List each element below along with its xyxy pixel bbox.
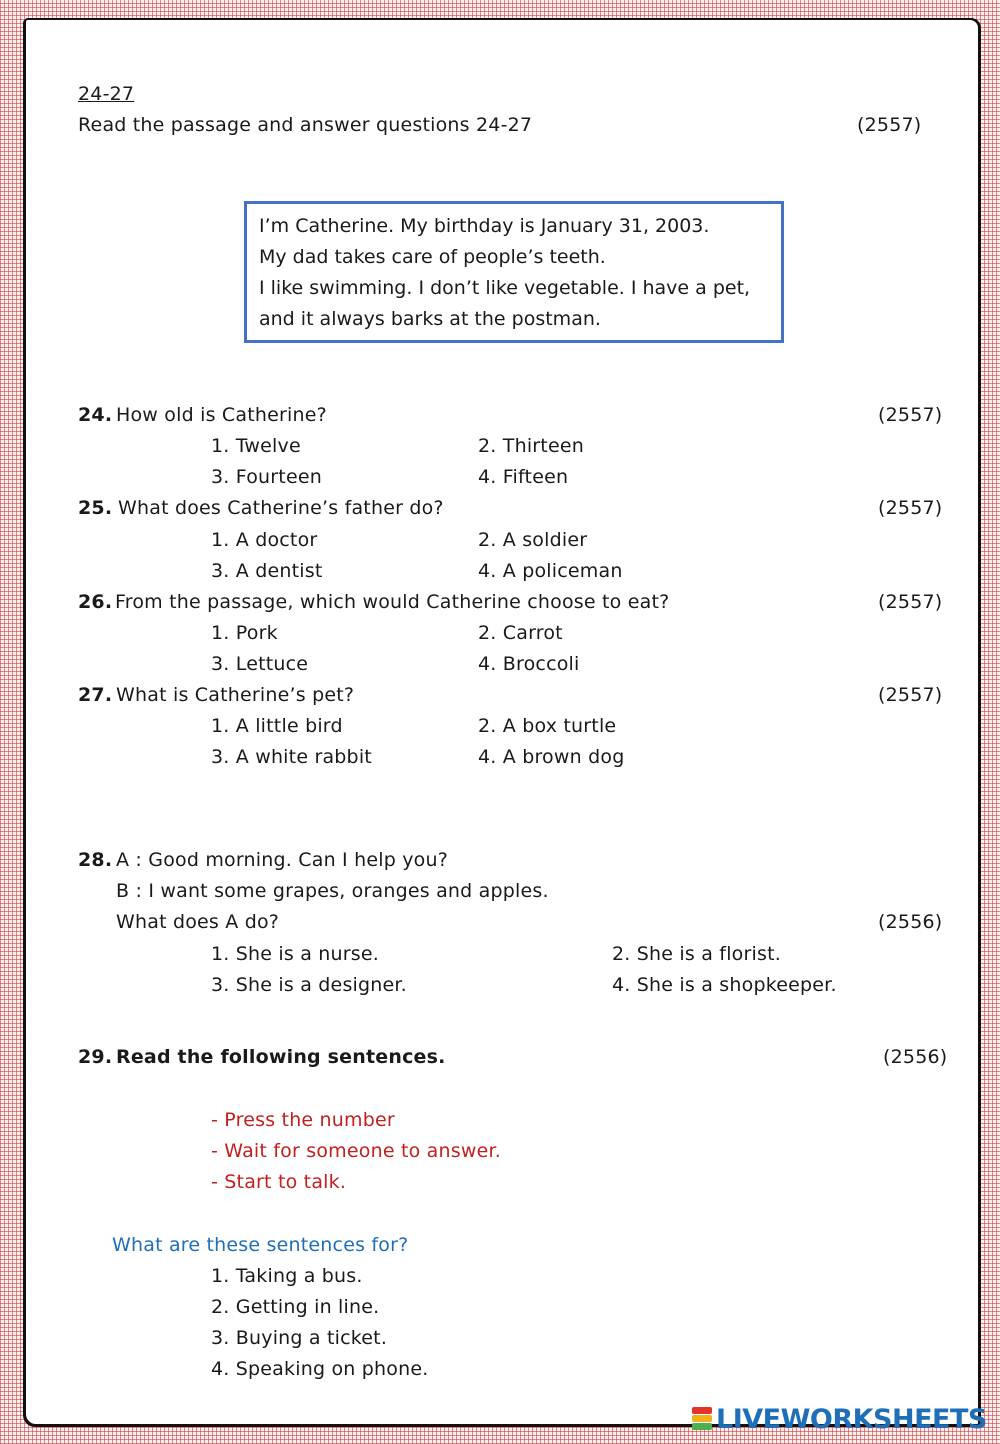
question-year: (2557) — [878, 591, 943, 613]
question-text: What does Catherine’s father do? — [118, 497, 444, 519]
answer-option-3[interactable]: 3. Fourteen — [211, 466, 322, 488]
question-text: What is Catherine’s pet? — [116, 684, 355, 706]
passage-line: and it always barks at the postman. — [259, 308, 601, 330]
instruction-sentence: - Start to talk. — [211, 1171, 347, 1193]
answer-option-2[interactable]: 2. Thirteen — [478, 435, 584, 457]
passage-line: My dad takes care of people’s teeth. — [259, 246, 606, 268]
answer-option-3[interactable]: 3. She is a designer. — [211, 974, 407, 996]
question-year: (2557) — [878, 684, 943, 706]
answer-option-3[interactable]: 3. Lettuce — [211, 653, 309, 675]
question-number: 29. — [78, 1046, 113, 1068]
answer-option-3[interactable]: 3. A dentist — [211, 560, 323, 582]
answer-option-1[interactable]: 1. Twelve — [211, 435, 301, 457]
dialogue-line-b: B : I want some grapes, oranges and apples. — [116, 880, 549, 902]
answer-option-1[interactable]: 1. A doctor — [211, 529, 318, 551]
answer-option-2[interactable]: 2. Carrot — [478, 622, 563, 644]
answer-option-4[interactable]: 4. She is a shopkeeper. — [612, 974, 837, 996]
question-year: (2557) — [878, 497, 943, 519]
liveworksheets-logo-icon — [692, 1407, 712, 1431]
answer-option-1[interactable]: 1. Pork — [211, 622, 278, 644]
question-year: (2556) — [883, 1046, 948, 1068]
question-number: 25. — [78, 497, 113, 519]
question-number: 27. — [78, 684, 113, 706]
question-number: 26. — [78, 591, 113, 613]
instruction-sentence: - Press the number — [211, 1109, 395, 1131]
answer-option-1[interactable]: 1. Taking a bus. — [211, 1265, 363, 1287]
answer-option-4[interactable]: 4. Broccoli — [478, 653, 580, 675]
answer-option-4[interactable]: 4. A brown dog — [478, 746, 625, 768]
question-year: (2557) — [878, 404, 943, 426]
dialogue-line-a: A : Good morning. Can I help you? — [116, 849, 449, 871]
question-number: 28. — [78, 849, 113, 871]
answer-option-3[interactable]: 3. A white rabbit — [211, 746, 372, 768]
answer-option-4[interactable]: 4. Fifteen — [478, 466, 569, 488]
section-range: 24-27 — [78, 83, 135, 105]
question-year: (2556) — [878, 911, 943, 933]
question-text: Read the following sentences. — [116, 1046, 446, 1068]
sub-question-text: What are these sentences for? — [112, 1234, 409, 1256]
question-number: 24. — [78, 404, 113, 426]
answer-option-3[interactable]: 3. Buying a ticket. — [211, 1327, 388, 1349]
reading-passage-box — [244, 201, 784, 343]
answer-option-2[interactable]: 2. Getting in line. — [211, 1296, 380, 1318]
answer-option-2[interactable]: 2. A soldier — [478, 529, 588, 551]
question-text: From the passage, which would Catherine choose to eat? — [115, 591, 670, 613]
answer-option-1[interactable]: 1. A little bird — [211, 715, 343, 737]
answer-option-1[interactable]: 1. She is a nurse. — [211, 943, 380, 965]
answer-option-4[interactable]: 4. A policeman — [478, 560, 623, 582]
logo-text: LIVEWORKSHEETS — [716, 1403, 987, 1435]
answer-option-4[interactable]: 4. Speaking on phone. — [211, 1358, 429, 1380]
question-text: What does A do? — [116, 911, 280, 933]
section-year: (2557) — [857, 114, 922, 136]
section-instruction: Read the passage and answer questions 24-27 — [78, 114, 533, 136]
liveworksheets-logo[interactable] — [692, 1404, 987, 1434]
answer-option-2[interactable]: 2. A box turtle — [478, 715, 617, 737]
instruction-sentence: - Wait for someone to answer. — [211, 1140, 501, 1162]
question-text: How old is Catherine? — [116, 404, 327, 426]
answer-option-2[interactable]: 2. She is a florist. — [612, 943, 781, 965]
passage-line: I’m Catherine. My birthday is January 31, 2003. — [259, 215, 710, 237]
passage-line: I like swimming. I don’t like vegetable. I have a pet, — [259, 277, 751, 299]
